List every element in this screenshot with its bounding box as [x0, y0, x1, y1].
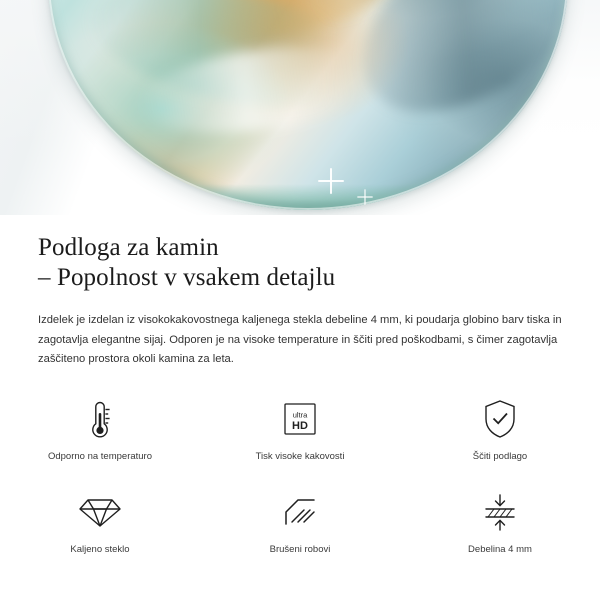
body-paragraph: Izdelek je izdelan iz visokokakovostnega kaljenega stekla debeline 4 mm, ki poudarja globino barv tiska in zagotavlja elegantne sijaj. Odporen je na visoke temperature in ščiti pred poškodbami, s čimer zagotavlja zaščiteno prostora okoli kamina za leta.	[38, 314, 562, 365]
feature-polished-edges	[200, 489, 400, 556]
feature-protects-surface	[400, 396, 600, 463]
feature-label: Kaljeno steklo	[70, 544, 130, 555]
feature-tempered-glass	[0, 489, 200, 556]
feature-label: Odporno na temperaturo	[47, 451, 153, 462]
ultra-hd-icon	[280, 396, 320, 442]
feature-row-2	[0, 489, 600, 556]
polished-edges-icon	[280, 489, 320, 535]
feature-print-quality	[200, 396, 400, 463]
feature-grid	[0, 396, 600, 556]
feature-temperature-resistant	[0, 396, 200, 463]
page-title	[0, 215, 600, 293]
feature-thickness	[400, 489, 600, 556]
feature-label: Debelina 4 mm	[468, 544, 532, 555]
feature-label: Tisk visoke kakovosti	[255, 451, 345, 462]
headline-line-2: – Popolnost v vsakem detajlu	[38, 264, 336, 291]
diamond-icon	[78, 489, 122, 535]
svg-text:HD: HD	[292, 420, 308, 432]
thickness-icon	[480, 489, 520, 535]
feature-row-1	[0, 396, 600, 463]
thermometer-icon	[85, 396, 115, 442]
svg-text:ultra: ultra	[292, 410, 308, 420]
feature-label: Ščiti podlago	[472, 451, 528, 462]
shield-check-icon	[480, 396, 520, 442]
hero-image	[0, 0, 600, 215]
text-content	[0, 215, 600, 370]
feature-label: Brušeni robovi	[269, 544, 331, 555]
headline-line-1: Podloga za kamin	[38, 234, 219, 261]
